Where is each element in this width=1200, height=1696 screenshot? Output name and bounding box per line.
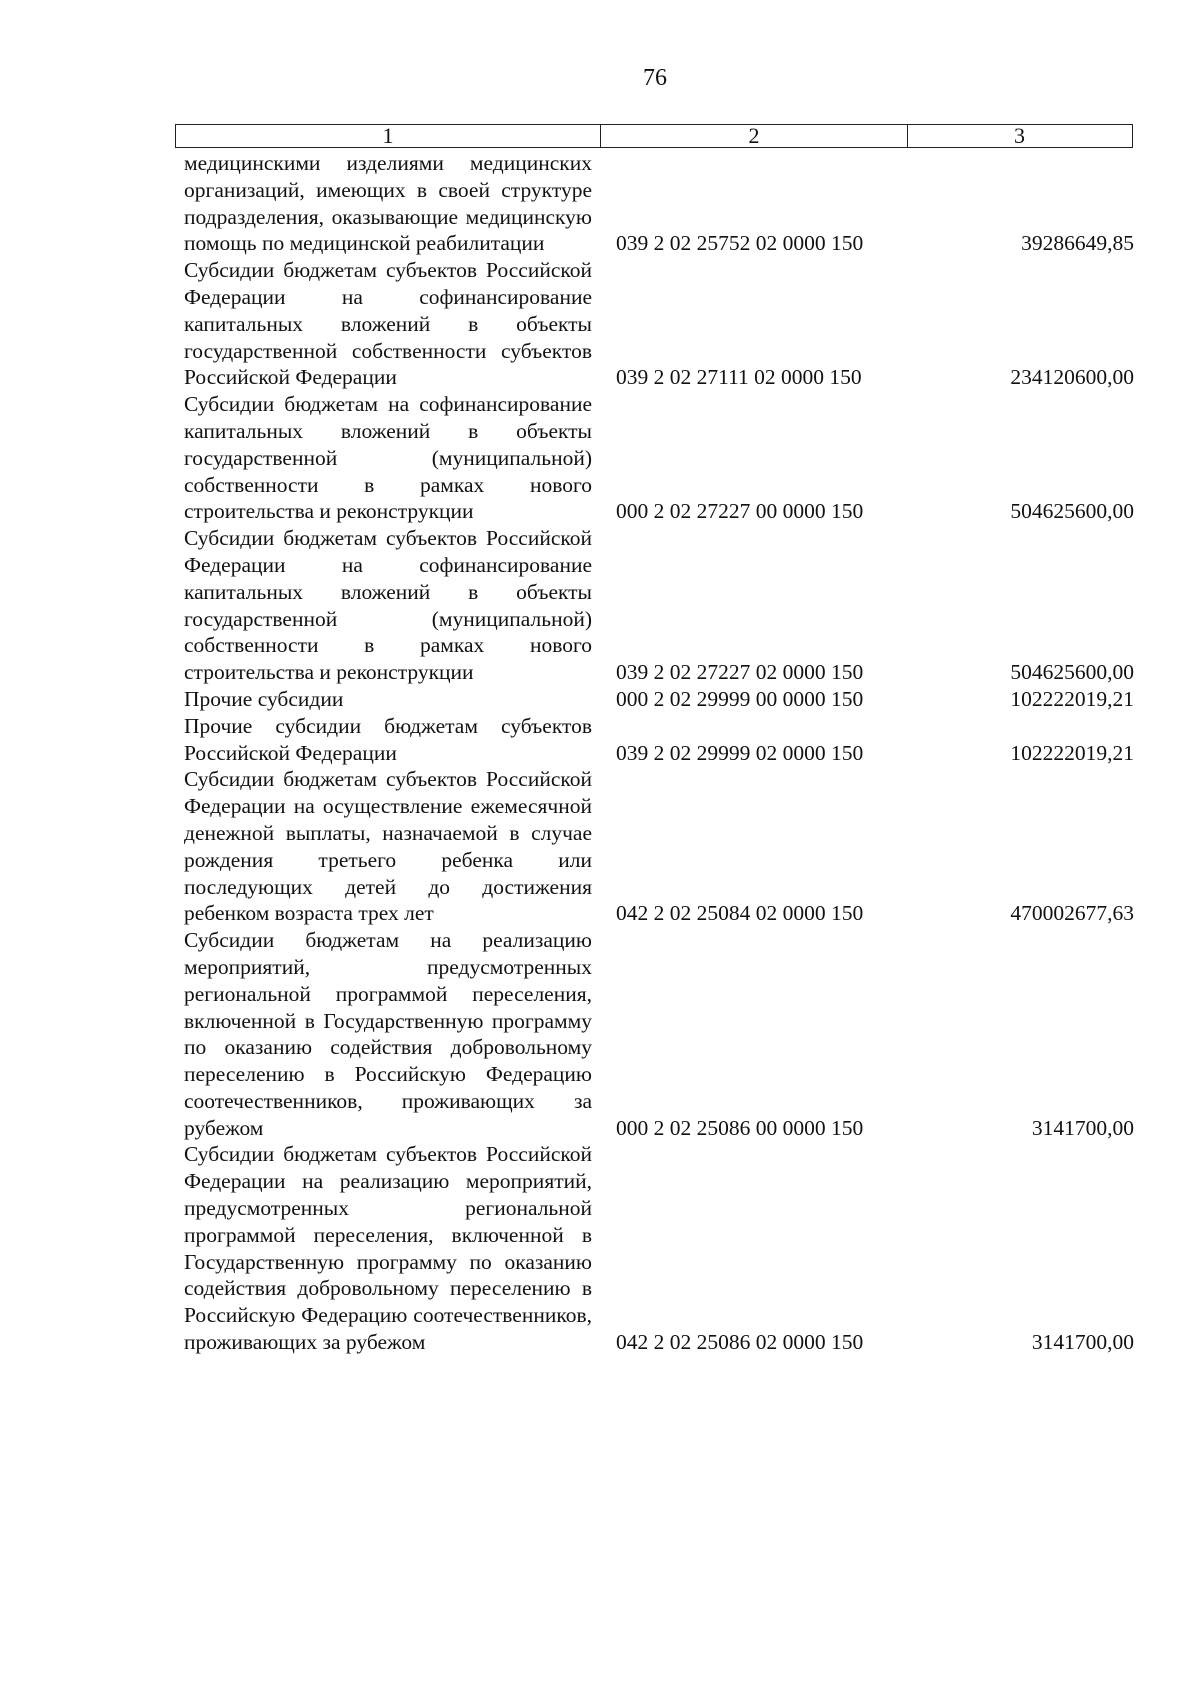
row-code: 042 2 02 25084 02 0000 150 xyxy=(616,901,864,926)
row-amount: 470002677,63 xyxy=(1010,901,1134,926)
table-row xyxy=(184,766,1134,927)
row-amount: 234120600,00 xyxy=(1010,365,1134,390)
row-code: 039 2 02 27111 02 0000 150 xyxy=(616,365,862,390)
page-number: 76 xyxy=(643,65,667,91)
row-amount: 3141700,00 xyxy=(1031,1330,1134,1355)
table-header xyxy=(175,124,1133,148)
row-name: Субсидии бюджетам субъектов Российской Федерации на софинансирование капитальных вложений в объекты государственной (муниципальной) собственности в рамках нового строительства и реконструкции xyxy=(184,526,592,685)
row-code: 000 2 02 25086 00 0000 150 xyxy=(616,1115,864,1140)
row-amount: 102222019,21 xyxy=(1010,686,1134,711)
table-row xyxy=(184,686,1134,713)
row-name: Субсидии бюджетам на реализацию мероприятий, предусмотренных региональной программой переселения, включенной в Государственную программу по оказанию содействия добровольному переселению в Российскую Федерацию соотечественников, проживающих за рубежом xyxy=(184,928,592,1140)
row-name: Субсидии бюджетам субъектов Российской Федерации на реализацию мероприятий, предусмотренных региональной программой переселения, включенной в Государственную программу по оказанию содействия добровольному переселению в Российскую Федерацию соотечественников, проживающих за рубежом xyxy=(184,1142,592,1355)
column-header-2: 2 xyxy=(601,125,908,147)
row-amount: 39286649,85 xyxy=(1021,231,1134,256)
row-code: 042 2 02 25086 02 0000 150 xyxy=(616,1330,864,1355)
row-amount: 504625600,00 xyxy=(1010,499,1134,524)
row-name: Прочие субсидии xyxy=(184,686,344,711)
row-code: 039 2 02 29999 02 0000 150 xyxy=(616,740,864,765)
row-amount: 504625600,00 xyxy=(1010,660,1134,685)
row-amount: 102222019,21 xyxy=(1010,740,1134,765)
row-name: Прочие субсидии бюджетам субъектов Российской Федерации xyxy=(184,713,592,765)
row-amount: 3141700,00 xyxy=(1031,1115,1134,1140)
table-row xyxy=(184,525,1134,686)
row-name: Субсидии бюджетам субъектов Российской Федерации на осуществление ежемесячной денежной выплаты, назначаемой в случае рождения третьего ребенка или последующих детей до достижения ребенком возраста трех лет xyxy=(184,767,592,926)
row-name: медицинскими изделиями медицинских организаций, имеющих в своей структуре подразделения, оказывающие медицинскую помощь по медицинской реабилитации xyxy=(184,151,592,256)
table-row xyxy=(184,1141,1134,1355)
table-row xyxy=(184,391,1134,525)
table-body xyxy=(184,150,1134,1356)
row-code: 000 2 02 27227 00 0000 150 xyxy=(616,499,864,524)
row-name: Субсидии бюджетам субъектов Российской Федерации на софинансирование капитальных вложений в объекты государственной собственности субъектов Российской Федерации xyxy=(184,258,592,390)
table-row xyxy=(184,713,1134,767)
row-code: 000 2 02 29999 00 0000 150 xyxy=(616,686,864,711)
column-header-3: 3 xyxy=(1014,123,1025,148)
table-row xyxy=(184,927,1134,1141)
column-header-1: 1 xyxy=(176,125,601,147)
table-row xyxy=(184,257,1134,391)
row-name: Субсидии бюджетам на софинансирование капитальных вложений в объекты государственной (муниципальной) собственности в рамках нового строительства и реконструкции xyxy=(184,392,592,524)
row-code: 039 2 02 25752 02 0000 150 xyxy=(616,231,864,256)
table-row xyxy=(184,150,1134,257)
row-code: 039 2 02 27227 02 0000 150 xyxy=(616,660,864,685)
